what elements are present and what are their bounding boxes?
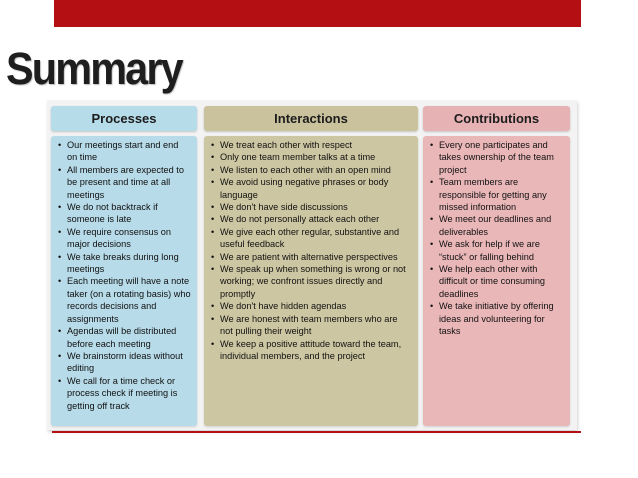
- list-item: • We do not backtrack if someone is late: [57, 201, 191, 226]
- contributions-header: Contributions: [423, 106, 570, 131]
- processes-body: [51, 136, 197, 426]
- list-item: • We ask for help if we are “stuck” or falling behind: [429, 238, 564, 263]
- list-item: • Each meeting will have a note taker (on a rotating basis) who records decisions and assignments: [57, 275, 191, 325]
- list-item: • We don't have hidden agendas: [210, 300, 412, 312]
- list-item: • We brainstorm ideas without editing: [57, 350, 191, 375]
- list-item: • We take initiative by offering ideas and volunteering for tasks: [429, 300, 564, 337]
- interactions-header: Interactions: [204, 106, 418, 131]
- list-item: • We avoid using negative phrases or body language: [210, 176, 412, 201]
- list-item: • Agendas will be distributed before each meeting: [57, 325, 191, 350]
- list-item: • We are honest with team members who are not pulling their weight: [210, 313, 412, 338]
- list-item: • We don't have side discussions: [210, 201, 412, 213]
- list-item: • Our meetings start and end on time: [57, 139, 191, 164]
- list-item: • Team members are responsible for getting any missed information: [429, 176, 564, 213]
- bottom-accent-line: [52, 431, 581, 433]
- list-item: • We do not personally attack each other: [210, 213, 412, 225]
- list-item: • We listen to each other with an open mind: [210, 164, 412, 176]
- list-item: • We take breaks during long meetings: [57, 251, 191, 276]
- list-item: • We meet our deadlines and deliverables: [429, 213, 564, 238]
- list-item: • We are patient with alternative perspectives: [210, 251, 412, 263]
- list-item: • We speak up when something is wrong or not working; we confront issues directly and promptly: [210, 263, 412, 300]
- list-item: • We keep a positive attitude toward the team, individual members, and the project: [210, 338, 412, 363]
- top-accent-bar: [54, 0, 581, 27]
- interactions-list: [210, 139, 412, 362]
- list-item: • All members are expected to be present and time at all meetings: [57, 164, 191, 201]
- list-item: • Every one participates and takes ownership of the team project: [429, 139, 564, 176]
- list-item: • We treat each other with respect: [210, 139, 412, 151]
- list-item: • Only one team member talks at a time: [210, 151, 412, 163]
- list-item: • We give each other regular, substantive and useful feedback: [210, 226, 412, 251]
- processes-header: Processes: [51, 106, 197, 131]
- processes-list: [57, 139, 191, 412]
- list-item: • We require consensus on major decisions: [57, 226, 191, 251]
- slide-title: Summary: [6, 43, 182, 94]
- list-item: • We call for a time check or process check if meeting is getting off track: [57, 375, 191, 412]
- contributions-list: [429, 139, 564, 338]
- contributions-body: [423, 136, 570, 426]
- interactions-body: [204, 136, 418, 426]
- list-item: • We help each other with difficult or time consuming deadlines: [429, 263, 564, 300]
